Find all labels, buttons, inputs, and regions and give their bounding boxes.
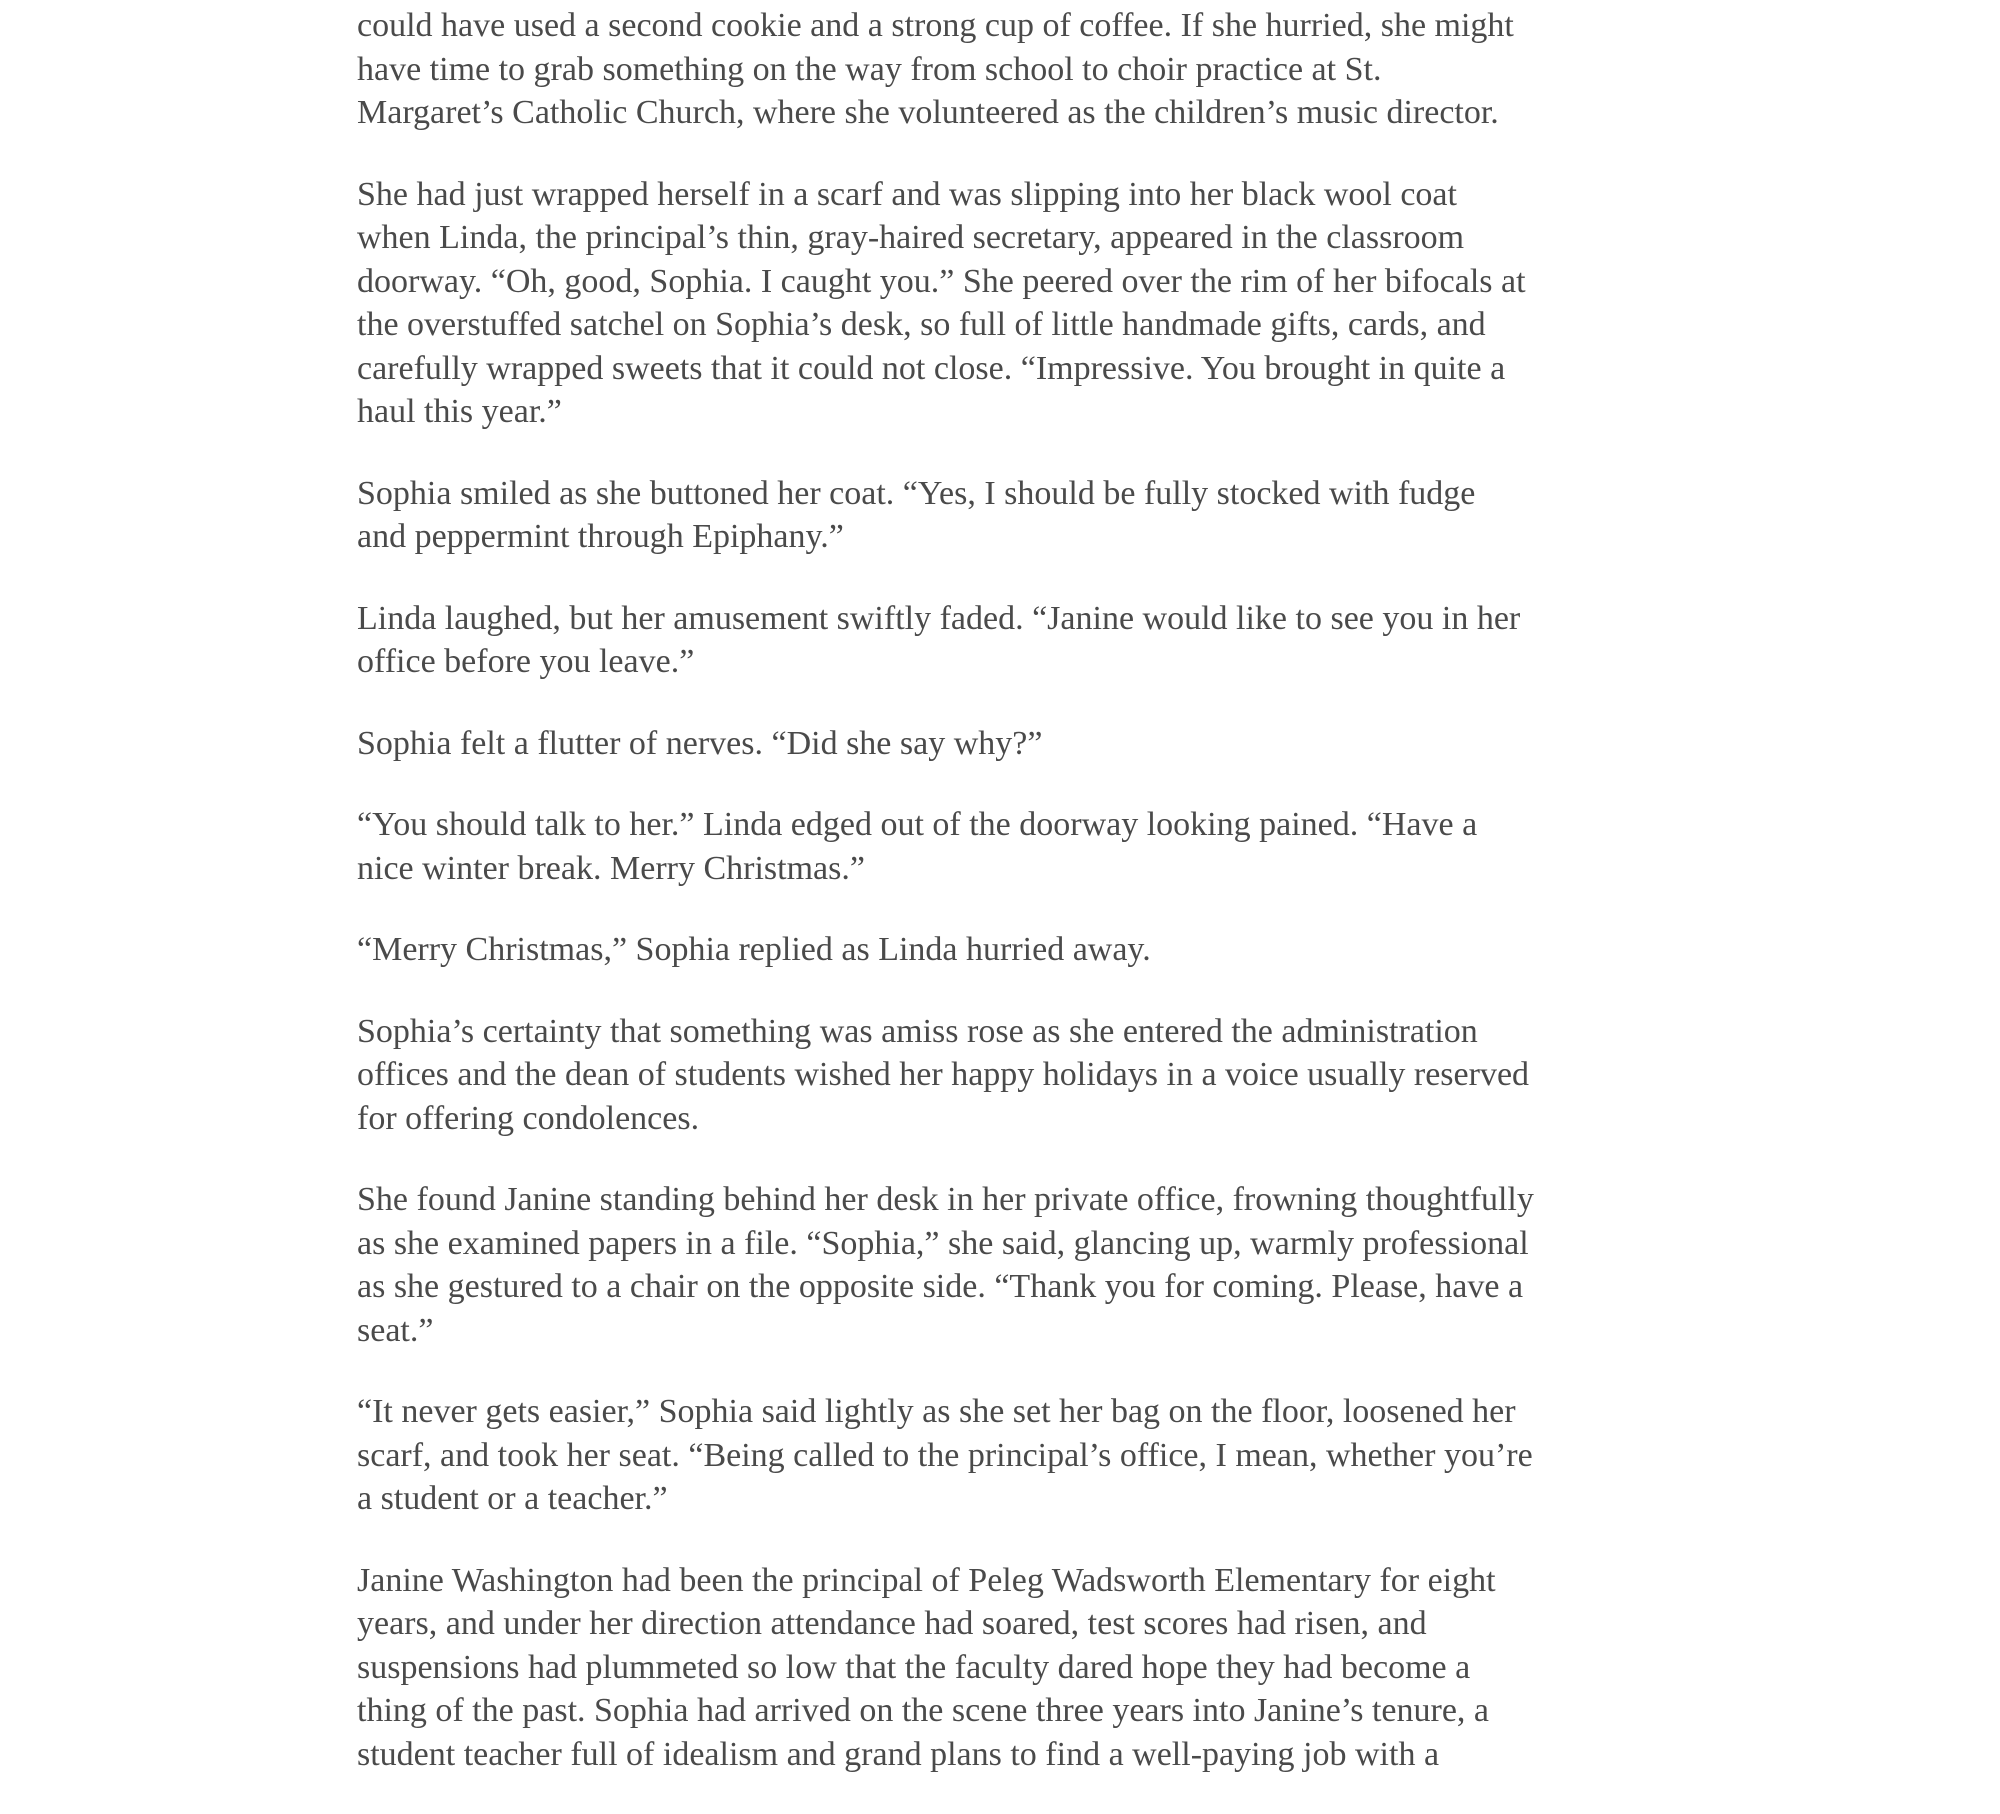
text-line: a student or a teacher.”	[357, 1480, 668, 1517]
paragraph-1	[357, 4, 1667, 135]
text-line: when Linda, the principal’s thin, gray-haired secretary, appeared in the classroom	[357, 219, 1465, 256]
paragraph-4	[357, 597, 1667, 684]
text-line: as she examined papers in a file. “Sophia,” she said, glancing up, warmly professional	[357, 1224, 1529, 1262]
paragraph-3	[357, 472, 1667, 559]
text-line: Sophia felt a flutter of nerves. “Did she say why?”	[357, 724, 1043, 762]
text-line: haul this year.”	[357, 393, 562, 430]
text-line: “You should talk to her.” Linda edged out of the doorway looking pained. “Have a	[357, 806, 1478, 843]
text-line: She found Janine standing behind her desk in her private office, frowning thoughtfully	[357, 1181, 1534, 1218]
text-line: office before you leave.”	[357, 643, 695, 680]
text-line: for offering condolences.	[357, 1099, 700, 1137]
text-line: nice winter break. Merry Christmas.”	[357, 849, 865, 887]
text-line: student teacher full of idealism and grand plans to find a well-paying job with a	[357, 1735, 1440, 1773]
text-line: offices and the dean of students wished her happy holidays in a voice usually reserved	[357, 1056, 1530, 1093]
text-line: Linda laughed, but her amusement swiftly faded. “Janine would like to see you in her	[357, 599, 1521, 637]
text-line: and peppermint through Epiphany.”	[357, 518, 844, 555]
paragraph-11	[357, 1559, 1667, 1777]
text-line: seat.”	[357, 1311, 434, 1349]
text-line: the overstuffed satchel on Sophia’s desk, so full of little handmade gifts, cards, and	[357, 306, 1486, 343]
paragraph-7	[357, 928, 1667, 972]
paragraph-10	[357, 1390, 1667, 1521]
text-line: doorway. “Oh, good, Sophia. I caught you.” She peered over the rim of her bifocals at	[357, 262, 1526, 300]
text-line: Janine Washington had been the principal of Peleg Wadsworth Elementary for eight	[357, 1561, 1496, 1599]
text-line: Sophia smiled as she buttoned her coat. “Yes, I should be fully stocked with fudge	[357, 474, 1476, 512]
text-line: carefully wrapped sweets that it could not close. “Impressive. You brought in quite a	[357, 349, 1506, 387]
text-line: “Merry Christmas,” Sophia replied as Linda hurried away.	[357, 931, 1151, 968]
document-page	[357, 4, 1667, 1814]
text-line: as she gestured to a chair on the opposite side. “Thank you for coming. Please, have a	[357, 1268, 1524, 1305]
text-line: Margaret’s Catholic Church, where she volunteered as the children’s music director.	[357, 94, 1499, 131]
paragraph-5	[357, 722, 1667, 766]
paragraph-9	[357, 1178, 1667, 1352]
paragraph-8	[357, 1010, 1667, 1141]
paragraph-2	[357, 173, 1667, 434]
text-line: years, and under her direction attendance had soared, test scores had risen, and	[357, 1605, 1427, 1642]
text-line: She had just wrapped herself in a scarf and was slipping into her black wool coat	[357, 175, 1457, 213]
text-line: could have used a second cookie and a strong cup of coffee. If she hurried, she might	[357, 7, 1514, 44]
text-line: Sophia’s certainty that something was amiss rose as she entered the administration	[357, 1012, 1478, 1050]
text-line: suspensions had plummeted so low that the faculty dared hope they had become a	[357, 1648, 1471, 1686]
text-line: “It never gets easier,” Sophia said lightly as she set her bag on the floor, loosened her	[357, 1393, 1516, 1430]
text-line: scarf, and took her seat. “Being called to the principal’s office, I mean, whether you’re	[357, 1436, 1533, 1474]
text-line: have time to grab something on the way from school to choir practice at St.	[357, 50, 1382, 88]
text-line: thing of the past. Sophia had arrived on the scene three years into Janine’s tenure, a	[357, 1692, 1490, 1729]
paragraph-6	[357, 803, 1667, 890]
